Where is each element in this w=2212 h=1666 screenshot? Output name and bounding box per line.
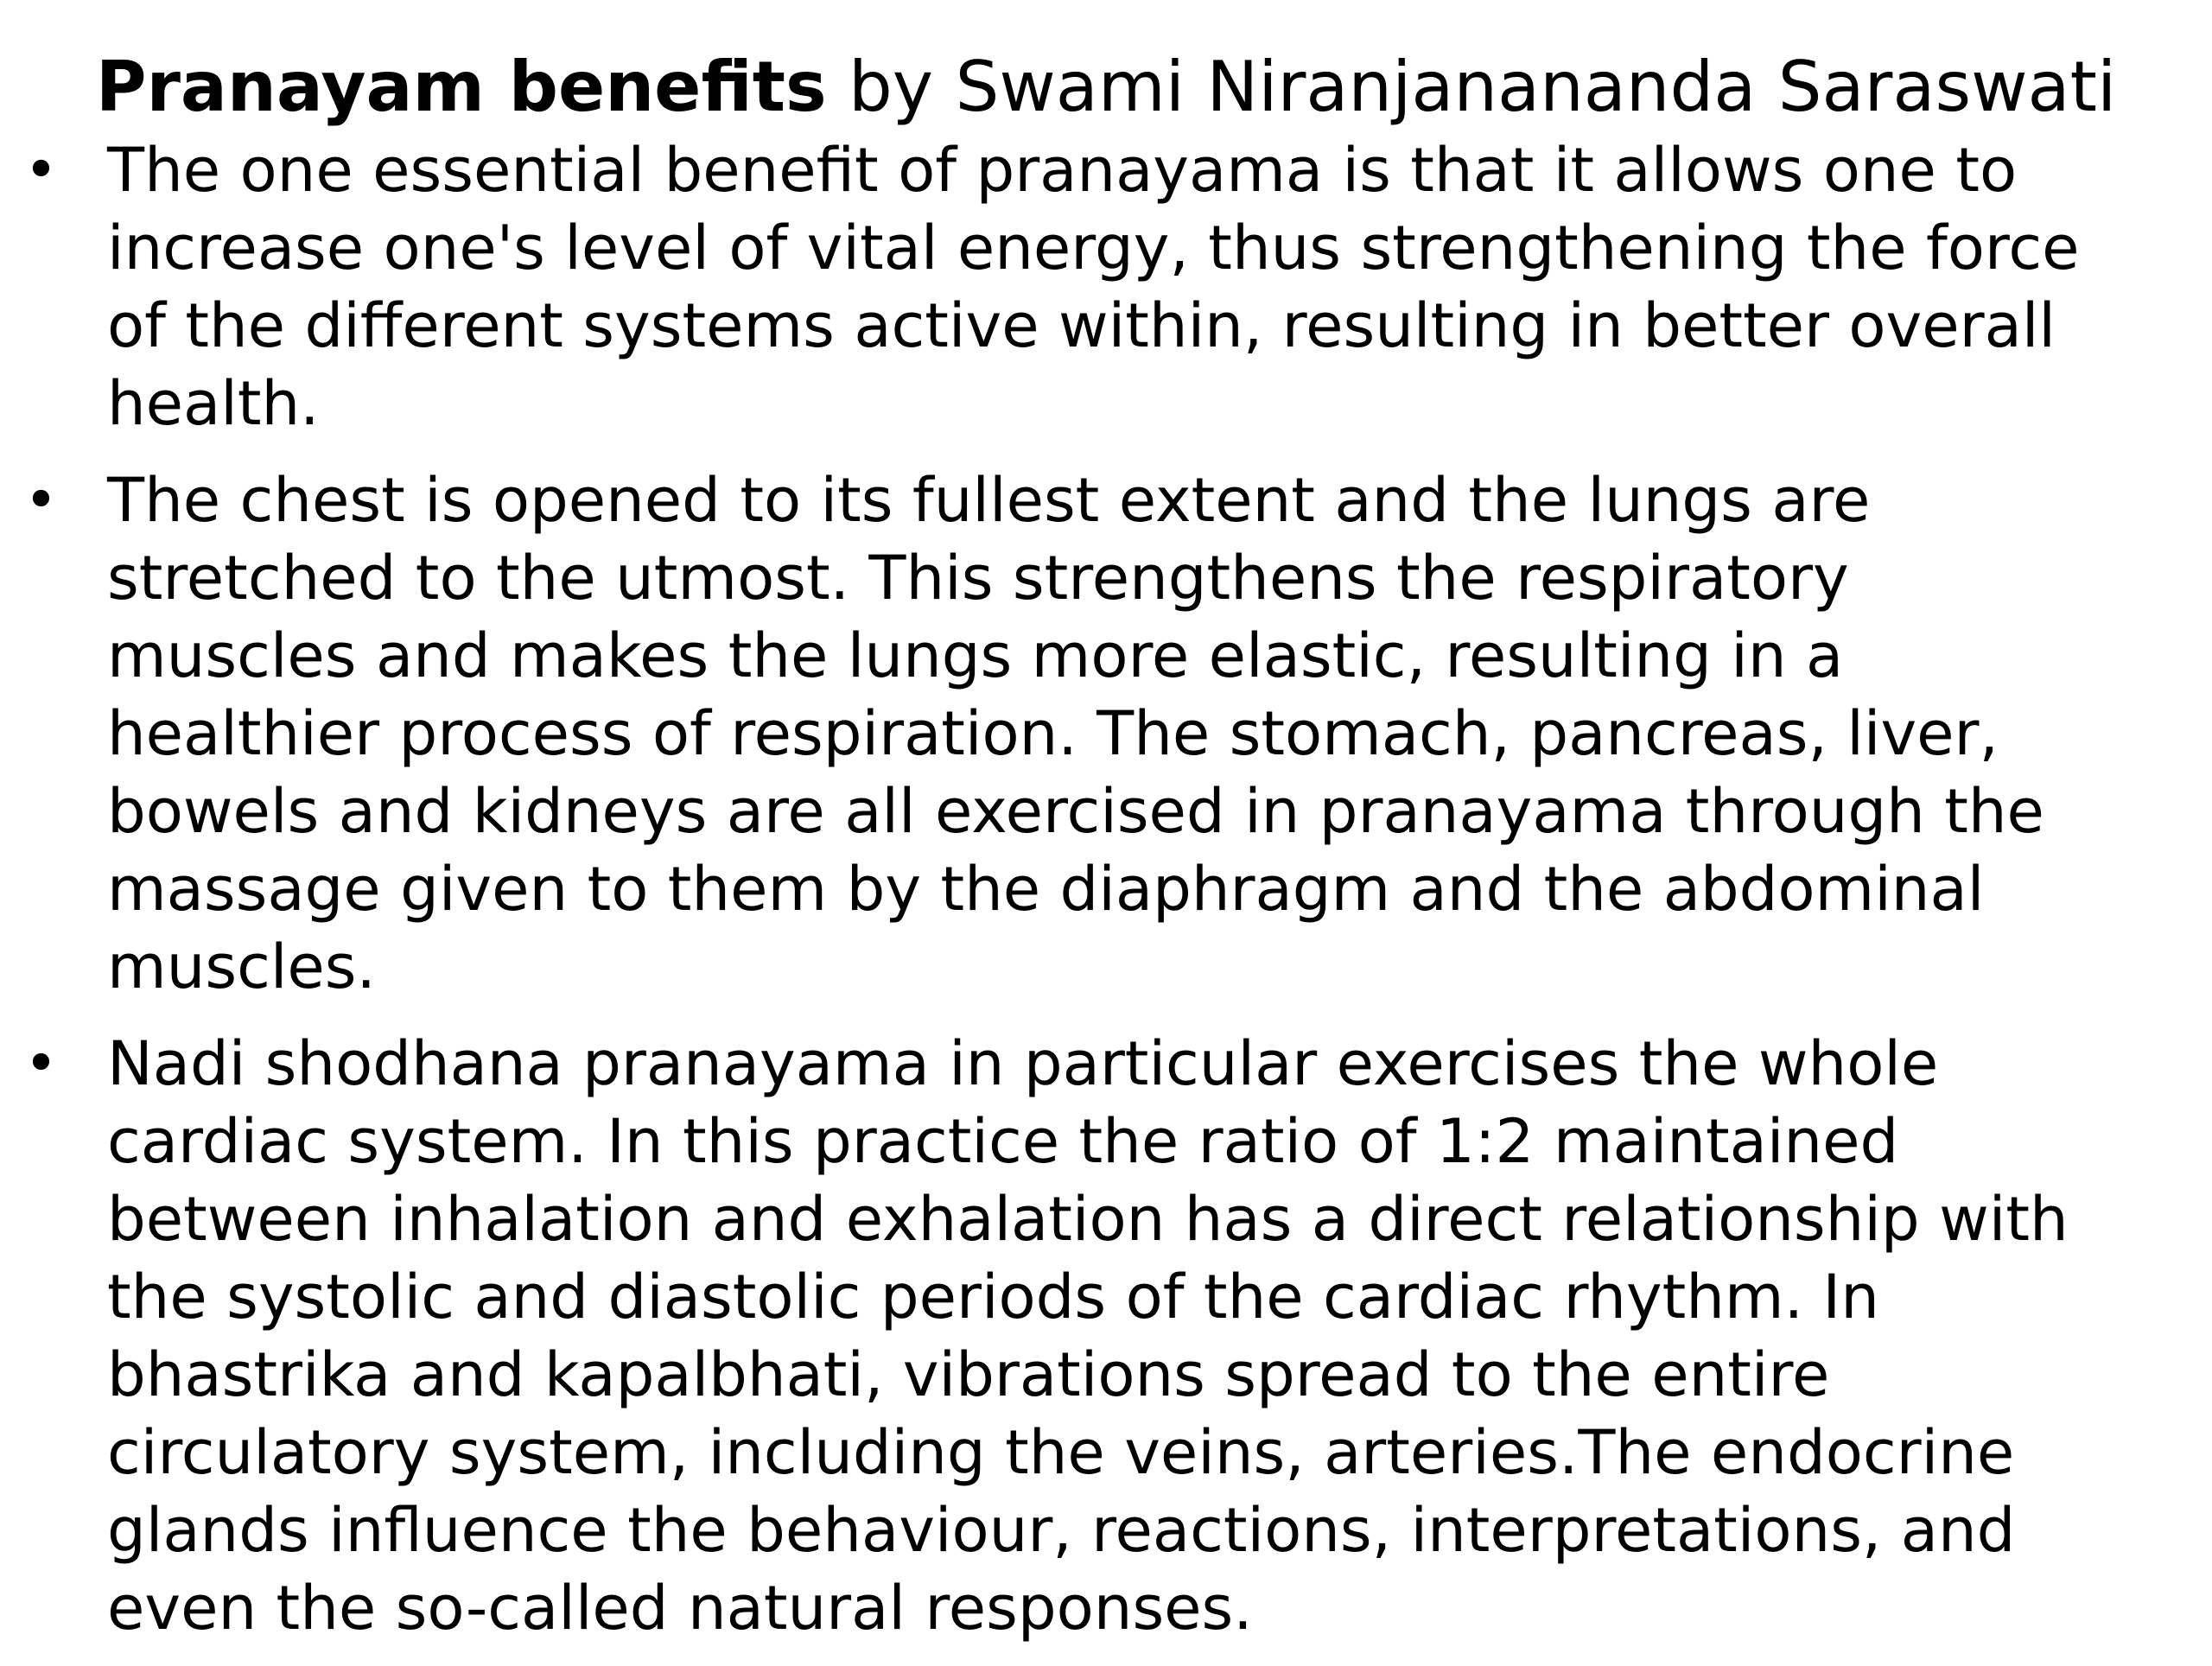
bullet-line: cardiac system. In this practice the ratio of 1:2 maintained <box>107 1106 1899 1177</box>
bullet-line: between inhalation and exhalation has a direct relationship with <box>107 1184 2069 1255</box>
bullet-line: The chest is opened to its fullest extent and the lungs are <box>107 465 1871 536</box>
bullet-line: Nadi shodhana pranayama in particular exercises the whole <box>107 1028 1939 1099</box>
bullet-line: even the so-called natural responses. <box>107 1573 1253 1644</box>
bullet-line: bhastrika and kapalbhati, vibrations spread to the entire <box>107 1339 1830 1410</box>
bullet-line: The one essential benefit of pranayama is that it allows one to <box>107 135 2018 206</box>
bullet-item <box>0 131 2105 442</box>
bullet-line: increase one's level of vital energy, thus strengthening the force <box>107 213 2080 283</box>
bullet-line: bowels and kidneys are all exercised in pranayama through the <box>107 776 2044 847</box>
bullet-line: the systolic and diastolic periods of the cardiac rhythm. In <box>107 1262 1879 1332</box>
bullet-line: health. <box>107 368 320 439</box>
bullet-line: circulatory system, including the veins, arteries.The endocrine <box>107 1417 2015 1488</box>
bullet-dot-icon: • <box>24 1030 58 1097</box>
bullet-line: muscles. <box>107 932 376 1002</box>
bullet-line: muscles and makes the lungs more elastic, resulting in a <box>107 620 1844 691</box>
bullet-dot-icon: • <box>24 467 58 533</box>
bullet-item <box>0 461 2105 1006</box>
bullet-line: of the different systems active within, resulting in better overall <box>107 290 2056 361</box>
bullet-dot-icon: • <box>24 137 58 203</box>
title-bold-part: Pranayam benefits <box>95 47 827 127</box>
bullet-item <box>0 1025 2105 1647</box>
bullet-line: glands influence the behaviour, reactions, interpretations, and <box>107 1495 2016 1566</box>
title-author-part: by Swami Niranjanananda Saraswati <box>826 47 2117 127</box>
bullet-line: massage given to them by the diaphragm and the abdominal <box>107 854 1985 925</box>
bullet-list <box>0 131 2212 1666</box>
slide-title <box>0 36 2212 138</box>
bullet-line: stretched to the utmost. This strengthens the respiratory <box>107 543 1849 614</box>
bullet-line: healthier process of respiration. The stomach, pancreas, liver, <box>107 698 1999 769</box>
